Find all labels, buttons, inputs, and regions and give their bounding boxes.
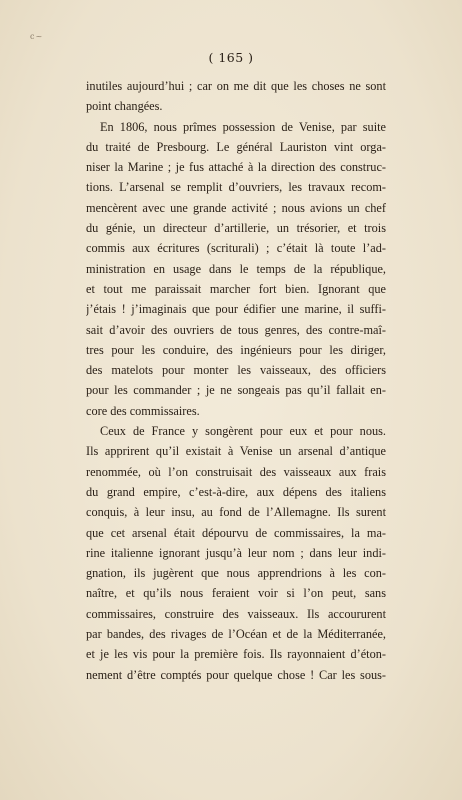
text-line: tres pour les conduire, des ingénieurs pour les diriger, bbox=[86, 342, 386, 357]
text-line: du traité de Presbourg. Le général Lauriston vint orga- bbox=[86, 139, 386, 154]
text-line: Ils apprirent qu’il existait à Venise un arsenal d’antique bbox=[86, 444, 386, 459]
text-line: des matelots pour monter les vaisseaux, des officiers bbox=[86, 363, 386, 378]
text-line: commissaires, construire des vaisseaux. Ils accoururent bbox=[86, 606, 386, 621]
text-line: conquis, à leur insu, au fond de l’Allemagne. Ils surent bbox=[86, 505, 386, 520]
text-line: core des commissaires. bbox=[86, 403, 200, 418]
text-line: point changées. bbox=[86, 99, 163, 114]
text-line: mencèrent avec une grande activité ; nous avions un chef bbox=[86, 200, 386, 215]
text-line: et tout me paraissait marcher fort bien. Ignorant que bbox=[86, 281, 386, 296]
text-line: ministration en usage dans le temps de la république, bbox=[86, 261, 386, 276]
text-line: gnation, ils jugèrent que nous apprendrions à les con- bbox=[86, 566, 386, 581]
text-line: j’étais ! j’imaginais que pour édifier une marine, il suffi- bbox=[86, 302, 386, 317]
text-line: rine italienne ignorant jusqu’à leur nom ; dans leur indi- bbox=[86, 545, 386, 560]
body-text bbox=[86, 76, 386, 685]
text-line: que cet arsenal était dépourvu de commissaires, la ma- bbox=[86, 525, 386, 540]
text-line: du grand empire, c’est-à-dire, aux dépens des italiens bbox=[86, 484, 386, 499]
page-number: ( 165 ) bbox=[208, 50, 254, 65]
text-line: inutiles aujourd’hui ; car on me dit que les choses ne sont bbox=[86, 79, 386, 93]
text-line: nement d’être comptés pour quelque chose ! Car les sous- bbox=[86, 667, 386, 682]
top-margin-mark: c~ bbox=[30, 32, 44, 41]
text-line: sait d’avoir des ouvriers de tous genres, des contre-maî- bbox=[86, 322, 386, 337]
text-line: renommée, où l’on construisait des vaisseaux aux frais bbox=[86, 464, 386, 479]
text-line: et je les vis pour la première fois. Ils rayonnaient d’éton- bbox=[86, 647, 386, 662]
text-line: par bandes, des rivages de l’Océan et de la Méditerranée, bbox=[86, 627, 386, 642]
text-line: En 1806, nous prîmes possession de Venise, par suite bbox=[100, 119, 386, 134]
text-line: naître, et qu’ils nous feraient voir si l’on peut, sans bbox=[86, 586, 386, 601]
text-line: niser la Marine ; je fus attaché à la direction des construc- bbox=[86, 160, 386, 175]
text-line: Ceux de France y songèrent pour eux et pour nous. bbox=[100, 424, 386, 439]
text-line: tions. L’arsenal se remplit d’ouvriers, les travaux recom- bbox=[86, 180, 386, 195]
text-line: commis aux écritures (scriturali) ; c’était là toute l’ad- bbox=[86, 241, 386, 256]
text-line: du génie, un directeur d’artillerie, un trésorier, et trois bbox=[86, 221, 386, 236]
text-line: pour les commander ; je ne songeais pas qu’il fallait en- bbox=[86, 383, 386, 398]
